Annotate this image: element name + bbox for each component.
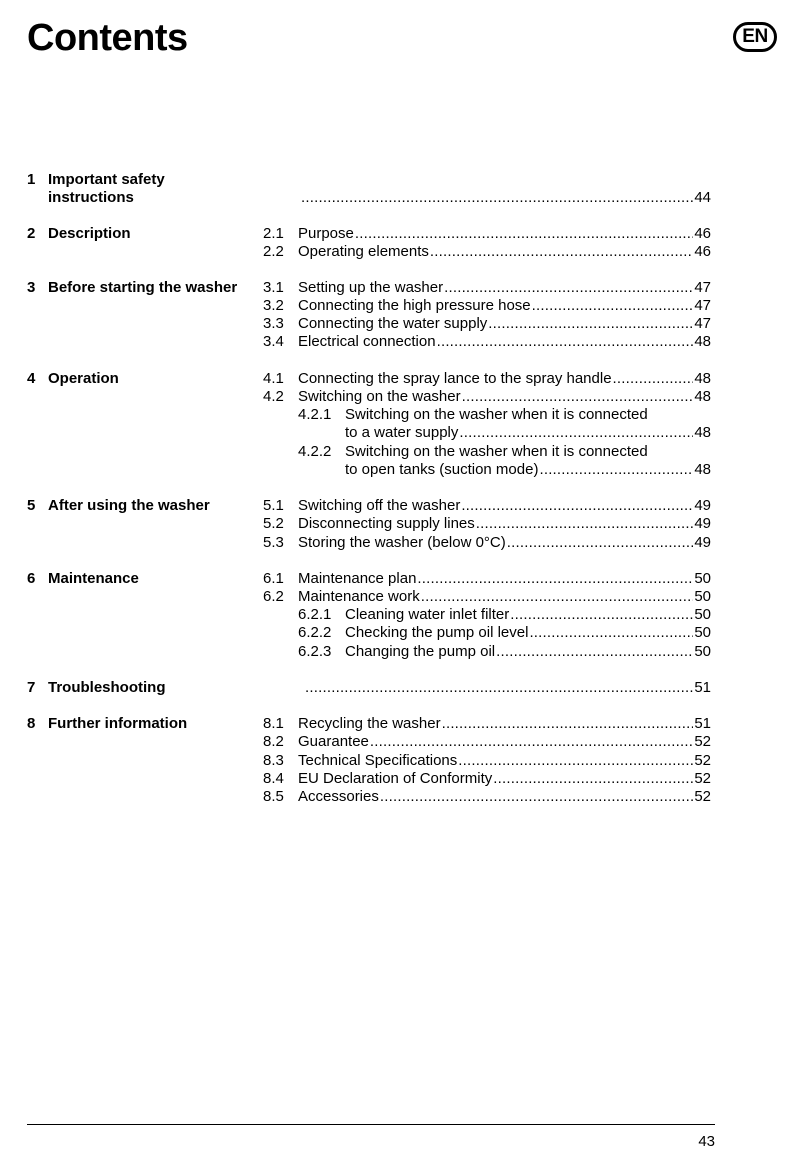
- entry-number: 8.2: [263, 733, 284, 750]
- section-number: 1: [27, 171, 36, 188]
- toc-entry-8-4[interactable]: [263, 770, 711, 788]
- entry-number: 4.1: [263, 370, 284, 387]
- section-number: 7: [27, 679, 36, 696]
- page-ref: 47: [694, 297, 711, 314]
- entry-number: 6.1: [263, 570, 284, 587]
- entry-number: 3.2: [263, 297, 284, 314]
- section-title-text: Operation: [48, 370, 119, 387]
- page-ref: 49: [694, 497, 711, 514]
- dot-leader: [458, 752, 693, 770]
- dot-leader: [370, 733, 693, 751]
- section-title-text: Before starting the washer: [48, 279, 238, 296]
- entry-number: 3.1: [263, 279, 284, 296]
- dot-leader: [496, 643, 693, 661]
- toc-entry-8-2[interactable]: [263, 733, 711, 751]
- entry-number: 6.2.3: [298, 643, 332, 660]
- entry-number: 2.2: [263, 243, 284, 260]
- toc-entry-4-2-1-line1[interactable]: [298, 406, 331, 424]
- entry-text: Setting up the washer: [298, 279, 444, 296]
- toc-entry-3-4[interactable]: [263, 333, 711, 351]
- entry-number: 4.2.2: [298, 443, 332, 460]
- entry-number: 8.4: [263, 770, 284, 787]
- toc-entry-7[interactable]: [304, 679, 711, 697]
- dot-leader: [442, 715, 694, 733]
- page-ref: 50: [694, 606, 711, 623]
- entry-text-line2: to a water supply: [345, 424, 459, 441]
- toc-entry-5-2[interactable]: [263, 515, 711, 533]
- toc-entry-8-3[interactable]: [263, 752, 711, 770]
- dot-leader: [305, 679, 693, 697]
- language-badge: EN: [733, 22, 777, 52]
- entry-number: 2.1: [263, 225, 284, 242]
- entry-text: Guarantee: [298, 733, 369, 750]
- toc-entry-4-2[interactable]: [263, 388, 711, 406]
- toc-entry-1[interactable]: [300, 189, 711, 207]
- section-6-title: [27, 570, 139, 588]
- page-ref: 49: [694, 515, 711, 532]
- toc-entry-2-1[interactable]: [263, 225, 711, 243]
- dot-leader: [510, 606, 693, 624]
- page-ref: 52: [694, 733, 711, 750]
- entry-text: Electrical connection: [298, 333, 436, 350]
- page-ref: 50: [694, 643, 711, 660]
- toc-entry-6-2-3[interactable]: [298, 643, 711, 661]
- section-8-title: [27, 715, 187, 733]
- entry-text: Changing the pump oil: [345, 643, 496, 660]
- section-2-title: [27, 225, 131, 243]
- section-title-text: After using the washer: [48, 497, 210, 514]
- toc-entry-3-3[interactable]: [263, 315, 711, 333]
- dot-leader: [421, 588, 694, 606]
- section-title-line1: Important safety: [48, 171, 165, 188]
- entry-text-line2: to open tanks (suction mode): [345, 461, 539, 478]
- section-number: 2: [27, 225, 36, 242]
- entry-text: Disconnecting supply lines: [298, 515, 475, 532]
- entry-text: Connecting the spray lance to the spray handle: [298, 370, 612, 387]
- entry-text: Accessories: [298, 788, 379, 805]
- section-number: 5: [27, 497, 36, 514]
- toc-entry-4-1[interactable]: [263, 370, 711, 388]
- page-ref: 50: [694, 588, 711, 605]
- toc-entry-6-1[interactable]: [263, 570, 711, 588]
- toc-entry-2-2[interactable]: [263, 243, 711, 261]
- page-ref: 48: [694, 424, 711, 441]
- page-ref: 48: [694, 461, 711, 478]
- entry-text: Maintenance work: [298, 588, 420, 605]
- toc-entry-6-2-2[interactable]: [298, 624, 711, 642]
- section-3-title: [27, 279, 237, 297]
- page-ref: 48: [694, 333, 711, 350]
- section-4-title: [27, 370, 119, 388]
- dot-leader: [488, 315, 693, 333]
- section-number: 6: [27, 570, 36, 587]
- toc-entry-8-5[interactable]: [263, 788, 711, 806]
- toc-entry-6-2-1[interactable]: [298, 606, 711, 624]
- dot-leader: [507, 534, 694, 552]
- page-ref: 49: [694, 534, 711, 551]
- page-ref: 51: [694, 715, 711, 732]
- dot-leader: [430, 243, 693, 261]
- section-1-title: [27, 171, 165, 207]
- dot-leader: [459, 424, 693, 442]
- page-ref: 50: [694, 624, 711, 641]
- toc-entry-4-2-2-line2[interactable]: [345, 461, 711, 479]
- entry-number: 8.1: [263, 715, 284, 732]
- entry-text: Maintenance plan: [298, 570, 417, 587]
- entry-number: 3.4: [263, 333, 284, 350]
- toc-entry-3-2[interactable]: [263, 297, 711, 315]
- entry-number: 6.2: [263, 588, 284, 605]
- entry-number: 5.2: [263, 515, 284, 532]
- entry-number: 6.2.1: [298, 606, 332, 623]
- entry-number: 8.3: [263, 752, 284, 769]
- toc-entry-4-2-2-text[interactable]: Switching on the washer when it is connected: [345, 443, 648, 460]
- toc-entry-4-2-1-line2[interactable]: [345, 424, 711, 442]
- entry-text: Recycling the washer: [298, 715, 441, 732]
- footer-divider: [27, 1124, 715, 1125]
- section-title-text: Further information: [48, 715, 188, 732]
- dot-leader: [462, 388, 694, 406]
- entry-number: 5.3: [263, 534, 284, 551]
- page-ref: 52: [694, 752, 711, 769]
- section-title-text: Description: [48, 225, 131, 242]
- entry-text: Storing the washer (below 0°C): [298, 534, 506, 551]
- dot-leader: [476, 515, 694, 533]
- entry-number: 3.3: [263, 315, 284, 332]
- page-ref: 48: [694, 388, 711, 405]
- page-ref: 51: [694, 679, 711, 696]
- entry-text: Purpose: [298, 225, 354, 242]
- section-title-text: Maintenance: [48, 570, 139, 587]
- toc-entry-3-1[interactable]: [263, 279, 711, 297]
- dot-leader: [613, 370, 694, 388]
- page-ref: 48: [694, 370, 711, 387]
- page-ref: 52: [694, 770, 711, 787]
- entry-text: Operating elements: [298, 243, 429, 260]
- page-title: Contents: [27, 17, 188, 59]
- entry-number: 5.1: [263, 497, 284, 514]
- dot-leader: [444, 279, 693, 297]
- entry-text: Connecting the water supply: [298, 315, 488, 332]
- entry-text: EU Declaration of Conformity: [298, 770, 493, 787]
- page-ref: 47: [694, 279, 711, 296]
- page-ref: 44: [694, 189, 711, 206]
- page-ref: 46: [694, 225, 711, 242]
- dot-leader: [301, 189, 693, 207]
- toc-entry-4-2-1-text[interactable]: Switching on the washer when it is connected: [345, 406, 648, 423]
- entry-text: Cleaning water inlet filter: [345, 606, 510, 623]
- toc-entry-5-1[interactable]: [263, 497, 711, 515]
- entry-text: Switching on the washer: [298, 388, 461, 405]
- entry-text: Technical Specifications: [298, 752, 458, 769]
- dot-leader: [532, 297, 694, 315]
- entry-text: Checking the pump oil level: [345, 624, 529, 641]
- dot-leader: [493, 770, 693, 788]
- dot-leader: [380, 788, 693, 806]
- page-ref: 50: [694, 570, 711, 587]
- section-number: 8: [27, 715, 36, 732]
- section-title-text: Troubleshooting: [48, 679, 166, 696]
- entry-text: Connecting the high pressure hose: [298, 297, 531, 314]
- page-number: 43: [698, 1133, 715, 1150]
- section-number: 3: [27, 279, 36, 296]
- entry-number: 4.2.1: [298, 406, 332, 423]
- entry-number: 8.5: [263, 788, 284, 805]
- dot-leader: [437, 333, 694, 351]
- toc-entry-4-2-2-line1[interactable]: [298, 443, 331, 461]
- section-5-title: [27, 497, 210, 515]
- page-ref: 46: [694, 243, 711, 260]
- dot-leader: [529, 624, 693, 642]
- dot-leader: [355, 225, 693, 243]
- section-7-title: [27, 679, 166, 697]
- section-title-line2: instructions: [48, 189, 134, 206]
- section-number: 4: [27, 370, 36, 387]
- entry-text: Switching off the washer: [298, 497, 461, 514]
- toc-entry-5-3[interactable]: [263, 534, 711, 552]
- toc-entry-6-2[interactable]: [263, 588, 711, 606]
- dot-leader: [417, 570, 693, 588]
- toc-entry-8-1[interactable]: [263, 715, 711, 733]
- entry-number: 6.2.2: [298, 624, 332, 641]
- page-ref: 47: [694, 315, 711, 332]
- dot-leader: [539, 461, 693, 479]
- page-ref: 52: [694, 788, 711, 805]
- entry-number: 4.2: [263, 388, 284, 405]
- dot-leader: [461, 497, 693, 515]
